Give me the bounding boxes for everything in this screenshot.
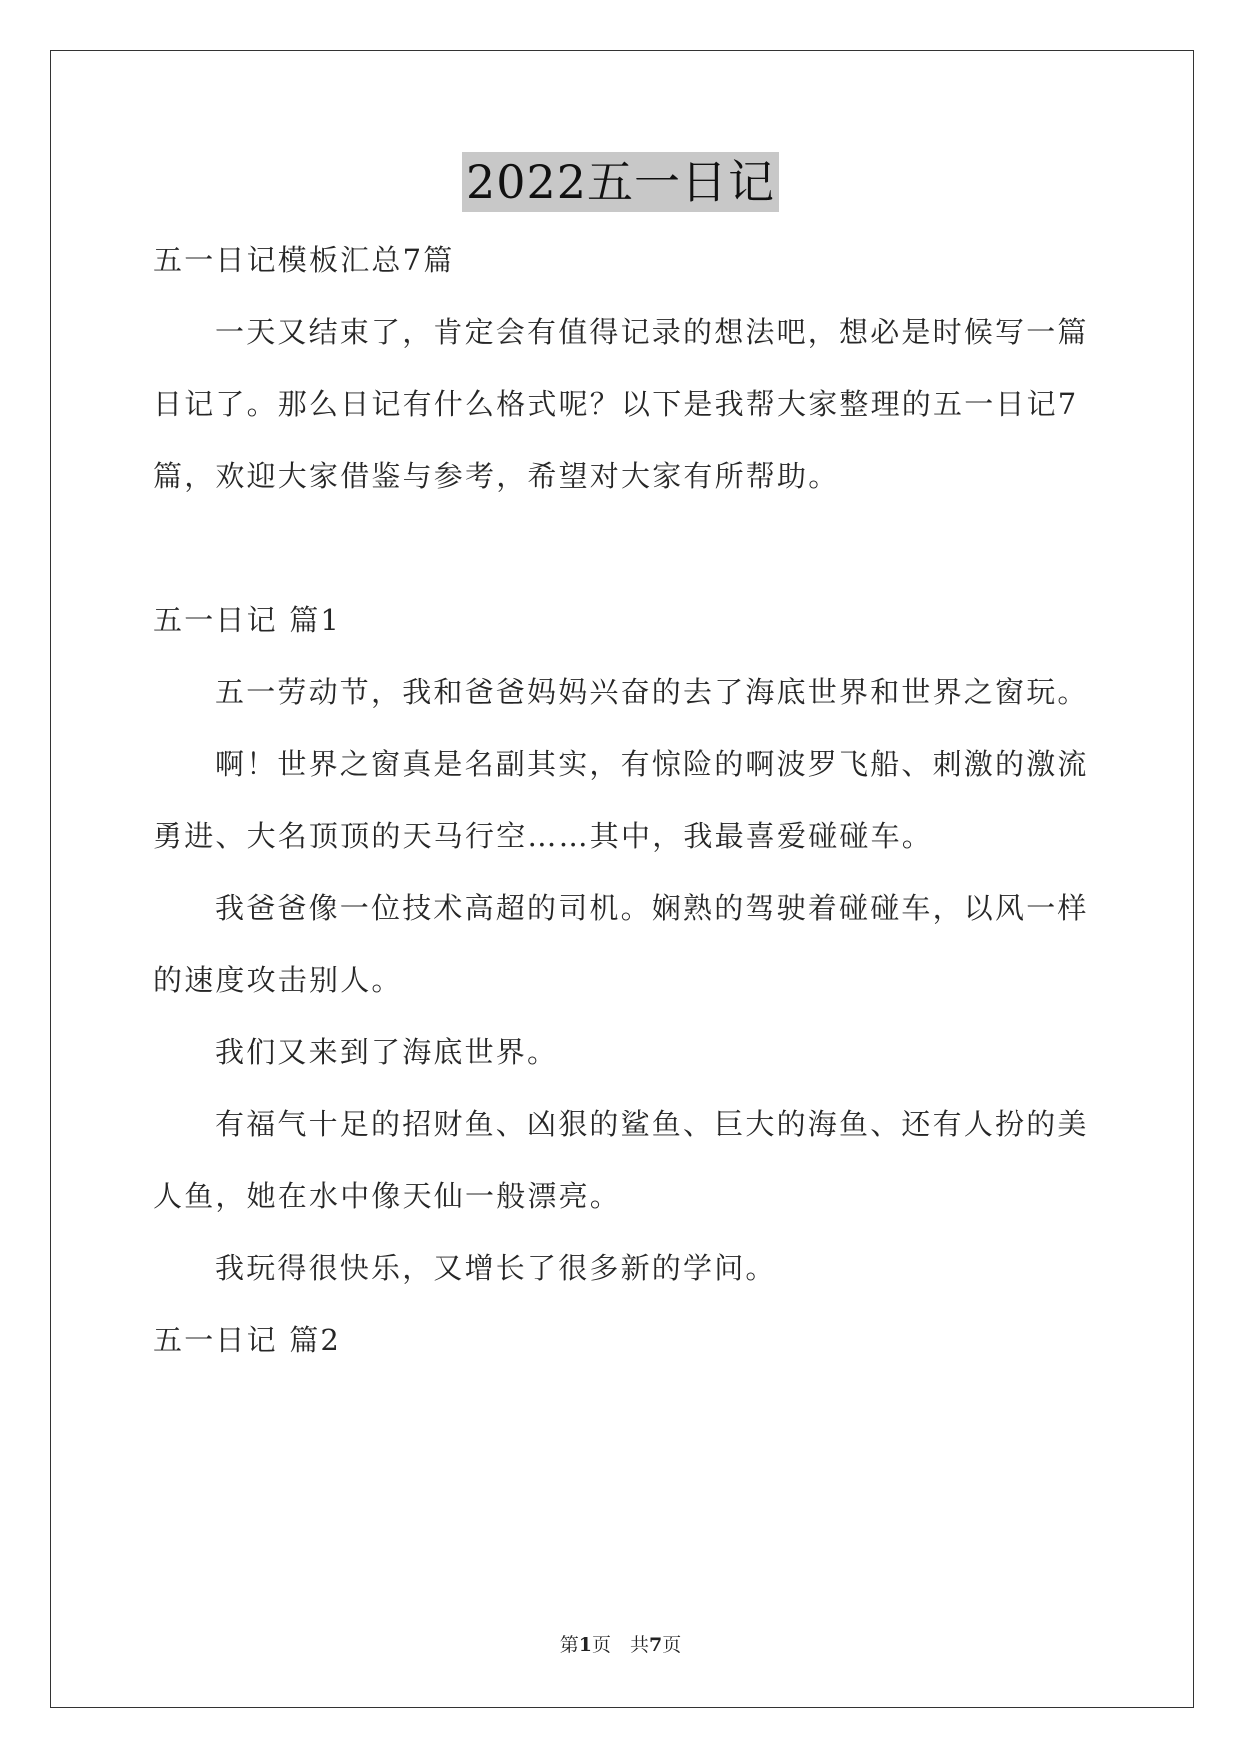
section1-line-1: 五一劳动节，我和爸爸妈妈兴奋的去了海底世界和世界之窗玩。 — [215, 675, 1089, 709]
section1-line-8: 人鱼，她在水中像天仙一般漂亮。 — [153, 1179, 622, 1213]
section1-line-7: 有福气十足的招财鱼、凶狠的鲨鱼、巨大的海鱼、还有人扮的美 — [215, 1107, 1089, 1141]
intro-line-3: 篇，欢迎大家借鉴与参考，希望对大家有所帮助。 — [153, 459, 840, 493]
section1-heading: 五一日记 篇1 — [153, 603, 342, 637]
footer-total-pages: 7 — [649, 1634, 663, 1656]
title-container — [0, 152, 1241, 212]
page-footer — [0, 1630, 1241, 1657]
section1-line-4: 我爸爸像一位技术高超的司机。娴熟的驾驶着碰碰车，以风一样 — [215, 891, 1089, 925]
section1-line-3: 勇进、大名顶顶的天马行空……其中，我最喜爱碰碰车。 — [153, 819, 934, 853]
intro-line-2: 日记了。那么日记有什么格式呢？以下是我帮大家整理的五一日记7 — [153, 387, 1079, 421]
footer-suffix: 页 — [662, 1634, 682, 1656]
section1-line-6: 我们又来到了海底世界。 — [215, 1035, 559, 1069]
footer-current-page: 1 — [578, 1634, 592, 1656]
page-border — [50, 50, 1194, 1708]
section2-heading: 五一日记 篇2 — [153, 1323, 342, 1357]
footer-prefix: 第 — [559, 1634, 579, 1656]
section1-line-9: 我玩得很快乐，又增长了很多新的学问。 — [215, 1251, 777, 1285]
section1-line-5: 的速度攻击别人。 — [153, 963, 403, 997]
document-title: 2022五一日记 — [462, 152, 779, 212]
intro-line-1: 一天又结束了，肯定会有值得记录的想法吧，想必是时候写一篇 — [215, 315, 1089, 349]
section1-line-2: 啊！世界之窗真是名副其实，有惊险的啊波罗飞船、刺激的激流 — [215, 747, 1089, 781]
footer-mid: 页 共 — [591, 1634, 649, 1656]
document-subtitle: 五一日记模板汇总7篇 — [153, 243, 455, 277]
